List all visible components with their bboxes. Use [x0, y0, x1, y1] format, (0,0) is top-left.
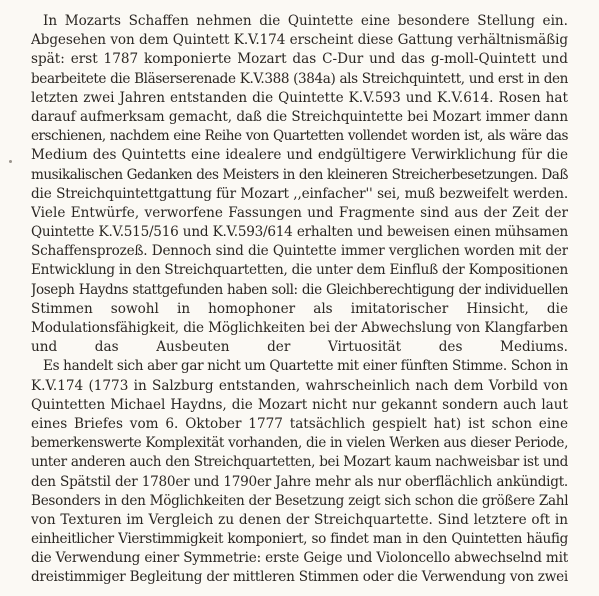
text-line: unter anderen auch den Streichquartetten, bei Mozart kaum nachweisbar ist und [31, 454, 568, 471]
text-line: einheitlicher Vierstimmigkeit komponiert, so findet man in den Quintetten häufig [31, 531, 568, 548]
text-line: die Streichquintettgattung für Mozart ,,einfacher'' sei, muß bezweifelt werden. [31, 185, 568, 202]
text-line: Schaffensprozeß. Dennoch sind die Quintette immer verglichen worden mit der [31, 243, 568, 260]
body-text [31, 12, 568, 588]
text-line: Abgesehen von dem Quintett K.V.174 erscheint diese Gattung verhältnismäßig [31, 32, 568, 49]
text-line: dreistimmiger Begleitung der mittleren Stimmen oder die Verwendung von zwei [31, 569, 568, 586]
text-line: musikalischen Gedanken des Meisters in den kleineren Streicherbesetzungen. Daß [31, 166, 568, 183]
text-line: Stimmen sowohl in homophoner als imitatorischer Hinsicht, die [31, 300, 568, 317]
text-line: Quintette K.V.515/516 und K.V.593/614 erhalten und beweisen einen mühsamen [31, 224, 568, 241]
text-line: Joseph Haydns stattgefunden haben soll: die Gleichberechtigung der individuellen [31, 281, 568, 298]
text-line: die Verwendung einer Symmetrie: erste Geige und Violoncello abwechselnd mit [31, 550, 568, 567]
text-line: darauf aufmerksam gemacht, daß die Streichquintette bei Mozart immer dann [31, 108, 568, 125]
text-line: bearbeitete die Bläserserenade K.V.388 (384a) als Streichquintett, und erst in den [31, 70, 568, 87]
text-line: Medium des Quintetts eine idealere und endgültigere Verwirklichung für die [31, 147, 568, 164]
text-line: spät: erst 1787 komponierte Mozart das C-Dur und das g-moll-Quintett und [31, 51, 568, 68]
text-line: Quintetten Michael Haydns, die Mozart nicht nur gekannt sondern auch laut [31, 396, 568, 413]
text-line: letzten zwei Jahren entstanden die Quintette K.V.593 und K.V.614. Rosen hat [31, 89, 568, 106]
text-line: eines Briefes vom 6. Oktober 1777 tatsächlich gespielt hat) ist schon eine [31, 415, 568, 432]
paragraph [31, 357, 568, 587]
text-line: Viele Entwürfe, verworfene Fassungen und Fragmente sind aus der Zeit der [31, 204, 568, 221]
text-line: Modulationsfähigkeit, die Möglichkeiten bei der Abwechslung von Klangfarben [31, 320, 568, 336]
text-line: bemerkenswerte Komplexität vorhanden, die in vielen Werken aus dieser Periode, [31, 435, 568, 452]
text-line: den Spätstil der 1780er und 1790er Jahre mehr als nur oberflächlich ankündigt. [31, 473, 568, 490]
text-line: Besonders in den Möglichkeiten der Besetzung zeigt sich schon die größere Zahl [31, 492, 568, 509]
scan-speck [9, 160, 12, 163]
text-line: K.V.174 (1773 in Salzburg entstanden, wahrscheinlich nach dem Vorbild von [31, 377, 568, 394]
text-line: Entwicklung in den Streichquartetten, die unter dem Einfluß der Kompositionen [31, 262, 568, 279]
text-line: In Mozarts Schaffen nehmen die Quintette eine besondere Stellung ein. [43, 13, 568, 29]
text-line: Es handelt sich aber gar nicht um Quartette mit einer fünften Stimme. Schon in [43, 358, 568, 375]
text-line: von Texturen im Vergleich zu denen der Streichquartette. Sind letztere oft in [31, 511, 568, 528]
text-line: erschienen, nachdem eine Reihe von Quartetten vollendet worden ist, als wäre das [31, 128, 568, 145]
text-line: und das Ausbeuten der Virtuosität des Mediums. [31, 339, 568, 356]
paragraph [31, 12, 568, 357]
